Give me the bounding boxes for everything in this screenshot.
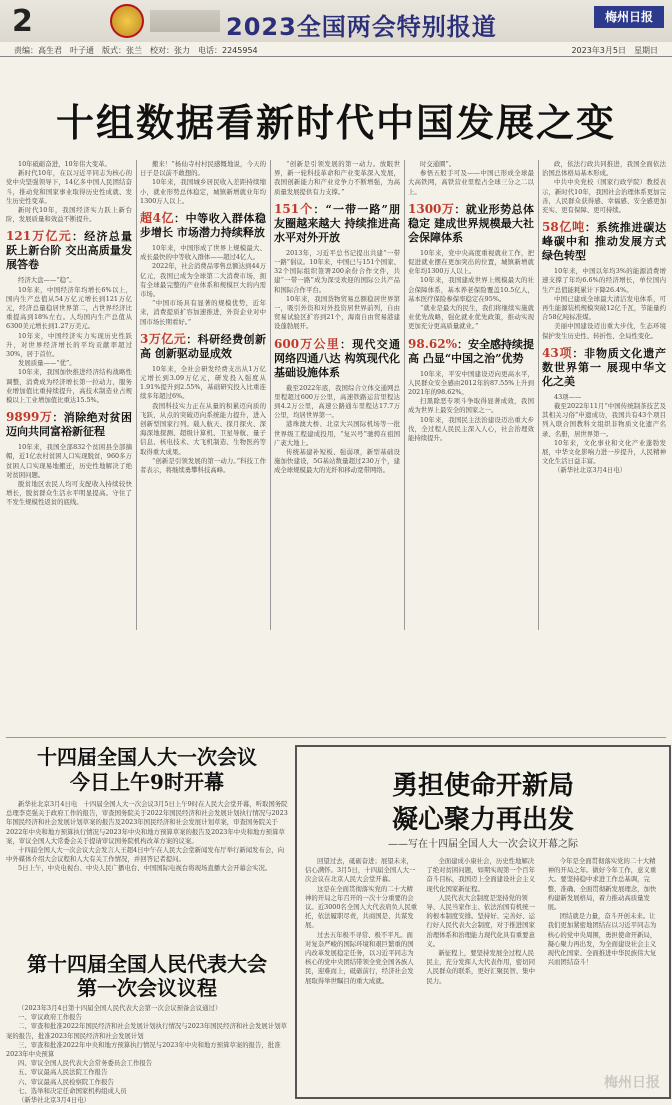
paragraph: 传统基建补短板、强弱项，新型基础设施加快建设，5G基站数量超过230万个，建成全球规模最大的光纤和移动宽带网络。 <box>274 448 400 475</box>
watermark: 梅州日报 <box>604 1075 660 1091</box>
paragraph: 10年来，我国民主法治建设迈出重大步伐，全过程人民民主深入人心，社会治理效能持续提升。 <box>408 415 534 443</box>
subheading-text: ：就业形势总体稳定 建成世界规模最大社会保障体系 <box>408 202 535 244</box>
subheading-text: ：经济总量跃上新台阶 交出高质量发展答卷 <box>6 230 132 272</box>
paragraph: 搬来！”杨仙寺村村民感慨地说，今天的日子是以前不敢想的。 <box>140 160 266 178</box>
paragraph: “中国市场具有显著的规模优势，近年来，消费提质扩容加速推进，外资企业对中国市场长期看好。” <box>140 299 266 326</box>
paragraph: 10年来，我国建成世界上规模最大的社会保障体系，基本养老保险覆盖10.5亿人，基本医疗保险参保率稳定在95%。 <box>408 276 534 303</box>
paragraph: 时交通圈”。 <box>420 160 456 168</box>
paragraph: 七、选举和决定任命国家机构组成人员 <box>18 1086 127 1095</box>
agenda-title-line2: 第一次会议议程 <box>77 976 217 1000</box>
subheading-number: 58亿吨 <box>542 220 585 235</box>
subheading <box>274 337 400 380</box>
paragraph: 新时代10年，在以习近平同志为核心的党中央坚强领导下，14亿多中国人民团结奋斗，推动党和国家事业取得历史性成就、发生历史性变革。 <box>6 169 132 205</box>
paragraph: 脱贫地区农民人均可支配收入持续较快增长，脱贫群众生活水平明显提高。守住了不发生规模性返贫的底线。 <box>6 480 132 507</box>
paragraph: 美丽中国建设迈出重大步伐，生态环境保护发生历史性、转折性、全局性变化。 <box>542 322 666 340</box>
subheading-number: 9899万 <box>6 410 53 425</box>
paragraph: 我国科技实力正在从量的积累迈向质的飞跃，从点的突破迈向系统能力提升，进入创新型国家行列。载人航天、探月探火、深海深地探测、超级计算机、卫星导航、量子信息、核电技术、大飞机制造、生物医药等取得重大成果。 <box>140 401 266 456</box>
paragraph: 发展质量——“优”。 <box>18 359 76 368</box>
paragraph: 10年来，中国以年均3%的能源消费增速支撑了年均6.6%的经济增长，单位国内生产总值能耗累计下降26.4%。 <box>542 267 666 294</box>
paragraph: 二、审查和批准2022年国民经济和社会发展计划执行情况与2023年国民经济和社会发展计划草案的报告，批准2023年国民经济和社会发展计划 <box>6 1022 287 1040</box>
subheading-number: 3万亿元 <box>140 331 187 346</box>
subheading-text: ：科研经费创新高 创新驱动显成效 <box>140 332 267 360</box>
paragraph: 这是在全面贯彻落实党的二十大精神的开局之年召开的一次十分重要的会议。近3000名全国人大代表肩负人民重托，依法履职尽责，共商国是、共谋发展。 <box>305 884 418 930</box>
subheading-number: 600万公里 <box>274 336 341 351</box>
subheading-text: ：非物质文化遗产数世界第一 展现中华文化之美 <box>542 346 667 388</box>
subheading-number: 1300万 <box>408 201 455 216</box>
paragraph: 回望过去，砥砺奋进；展望未来，信心满怀。3月5日，十四届全国人大一次会议在北京人民大会堂开幕。 <box>305 857 416 884</box>
paragraph: （新华社北京3月4日电） <box>18 1096 91 1105</box>
subheading <box>408 202 534 245</box>
paragraph: （2023年3月4日第十四届全国人民代表大会第一次会议预备会议通过） <box>18 1004 222 1012</box>
article-column-2 <box>140 160 266 630</box>
paragraph: 政，依法行政共同推进，我国全面依法治国总体格局基本形成。 <box>542 160 666 178</box>
meeting-opening-title-line1: 十四届全国人大一次会议 <box>37 745 257 769</box>
paragraph: “就业是最大的民生，我们将继续实施就业优先战略，强化就业优先政策，推动实现更加充分更高质量就业。” <box>408 304 534 331</box>
paragraph: 中国已建成全球最大清洁发电体系，可再生能源装机规模突破12亿千瓦，节能量约合58亿吨标准煤。 <box>542 294 666 322</box>
article-column-3 <box>274 160 400 630</box>
paragraph: 一、审议政府工作报告 <box>18 1013 82 1022</box>
commentary-box <box>295 745 671 1099</box>
paragraph: 五、审议最高人民法院工作报告 <box>18 1068 108 1077</box>
paragraph: 六、审议最高人民检察院工作报告 <box>18 1077 114 1086</box>
subheading-text: ：现代交通网络四通八达 构筑现代化基础设施体系 <box>274 337 400 379</box>
paragraph: 新征程上，要坚持发展全过程人民民主，充分发挥人大代表作用，密切同人民群众的联系，更好汇聚民智、集中民力。 <box>426 949 535 985</box>
paragraph: 新时代10年，我国经济实力跃上新台阶，发展质量和效益不断提升。 <box>6 206 132 224</box>
commentary-body <box>305 857 661 1089</box>
paragraph: 过去五年极不寻常、极不平凡。面对复杂严峻的国际环境和艰巨繁重的国内改革发展稳定任务，以习近平同志为核心的党中央团结带领全党全国各族人民，迎难而上，砥砺前行，经济社会发展取得举世瞩目的重大成就。 <box>305 930 414 985</box>
paragraph: 全面建成小康社会，历史性地解决了绝对贫困问题，如期实现第一个百年奋斗目标，我国迈上全面建设社会主义现代化国家新征程。 <box>426 857 535 893</box>
paragraph: 10年来，我国全部832个贫困县全部摘帽，近1亿农村贫困人口实现脱贫，960多万贫困人口实现易地搬迁，历史性地解决了绝对贫困问题。 <box>6 443 132 479</box>
agenda-title-line1: 第十四届全国人民代表大会 <box>27 952 267 976</box>
subheading-number: 43项 <box>542 345 573 360</box>
meeting-opening-text <box>6 800 288 945</box>
paragraph: 四、审议全国人民代表大会常务委员会工作报告 <box>18 1059 153 1068</box>
paragraph: “创新是引领发展的第一动力。”科技工作者表示，将继续勇攀科技高峰。 <box>140 456 266 475</box>
subheading <box>6 410 132 439</box>
subheading-text: ：“一带一路”朋友圈越来越大 持续推进高水平对外开放 <box>274 202 400 244</box>
subheading <box>274 202 400 245</box>
paragraph: （新华社北京3月4日电） <box>554 466 627 475</box>
agenda-text <box>6 1004 288 1105</box>
subheading <box>408 337 534 366</box>
main-headline: 十组数据看新时代中国发展之变 <box>55 100 616 145</box>
paragraph: 2022年，社会消费品零售总额达到44万亿元，我国已成为全球第二大消费市场，拥有全球最完整的产业体系和规模巨大的内需市场。 <box>140 262 266 299</box>
paragraph: 10年来，平安中国建设迈向更高水平，人民群众安全感由2012年的87.55%上升到2021年的98.62%。 <box>408 369 534 397</box>
paragraph: 10年来，我国城乡居民收入差距持续缩小，就业形势总体稳定，城镇新增就业年均1300万人以上。 <box>140 178 266 205</box>
commentary-subtitle: ——写在十四届全国人大一次会议开幕之际 <box>388 839 578 850</box>
paragraph: 三、审查和批准2022年中央和地方预算执行情况与2023年中央和地方预算草案的报告，批准2023年中央预算 <box>6 1040 281 1059</box>
paragraph: 10年砥砺奋进，10年伟大变革。 <box>18 160 111 168</box>
commentary-title-line2: 凝心聚力再出发 <box>391 805 574 835</box>
page-header <box>0 0 672 42</box>
paragraph: 10年来，我国加快推进经济结构战略性调整，消费成为经济增长第一拉动力，服务业增加值比重持续提升，高技术制造业占规模以上工业增加值比重达15.5%。 <box>6 368 132 405</box>
paragraph: 截至2022年底，我国综合立体交通网总里程超过600万公里，高速铁路运营里程达到4.2万公里，高速公路通车里程达17.7万公里，均居世界第一。 <box>274 383 400 420</box>
subheading <box>6 229 132 272</box>
paragraph: 10年来，我国货物贸易总额稳居世界第一，吸引外资和对外投资居世界前列，自由贸易试验区扩容到21个，海南自由贸易港建设蓬勃展开。 <box>274 294 400 331</box>
section-title: 2023全国两会特别报道 <box>226 13 497 41</box>
article-column-5 <box>542 160 666 630</box>
article-column-4 <box>408 160 534 630</box>
article-column-1 <box>6 160 132 630</box>
national-emblem-icon <box>110 4 144 38</box>
subheading-text: ：系统推进碳达峰碳中和 推动发展方式绿色转型 <box>542 221 667 263</box>
newspaper-logo: 梅州日报 <box>594 6 664 28</box>
paragraph: 人民代表大会制度是坚持党的领导、人民当家作主、依法治国有机统一的根本制度安排。坚持好、完善好、运行好人民代表大会制度，对于推进国家治理体系和治理能力现代化具有重要意义。 <box>426 893 535 948</box>
subheading-number: 98.62% <box>408 336 457 351</box>
great-hall-image <box>150 10 220 32</box>
paragraph: 经济大盘——“稳”。 <box>18 276 76 285</box>
paragraph: 2013年，习近平总书记提出共建“一带一路”倡议。10年来，中国已与151个国家、32个国际组织签署200余份合作文件，共建“一带一路”成为深受欢迎的国际公共产品和国际合作平台。 <box>274 248 400 294</box>
subheading-number: 151个 <box>274 201 314 216</box>
subheading-text: ：安全感持续提高 凸显“中国之治”优势 <box>408 337 534 365</box>
paragraph: 团结就是力量，奋斗开创未来。让我们更加紧密地团结在以习近平同志为核心的党中央周围，勇担使命开新局，凝心聚力再出发，为全面建设社会主义现代化国家、全面推进中华民族伟大复兴而团结奋斗！ <box>547 912 657 967</box>
paragraph: 截至2022年11月“中国传统制茶技艺及其相关习俗”申遗成功，我国共有43个项目列入联合国教科文组织非物质文化遗产名录、名册，居世界第一。 <box>542 402 666 438</box>
commentary-title-line1: 勇担使命开新局 <box>391 771 574 801</box>
paragraph: 今年是全面贯彻落实党的二十大精神的开局之年。做好今年工作，意义重大。要坚持稳中求进工作总基调，完整、准确、全面贯彻新发展理念，加快构建新发展格局，着力推动高质量发展。 <box>547 857 657 912</box>
paragraph: 10年来，全社会研发经费支出从1万亿元增长到3.09万亿元，研发投入强度从1.91%提升到2.55%，基础研究投入比重连续多年超过6%。 <box>140 364 266 401</box>
paragraph: 43项—— <box>554 392 582 401</box>
paragraph: 中共中央党校（国家行政学院）教授表示，新时代10年，我国社会治理体系更加完善，人民群众获得感、幸福感、安全感更加充实、更有保障、更可持续。 <box>542 178 666 215</box>
subheading-text: ：消除绝对贫困 迈向共同富裕新征程 <box>6 411 133 439</box>
page-number: 2 <box>12 4 33 39</box>
subheading-number: 超4亿 <box>140 211 175 226</box>
paragraph: 5日上午，中央电视台、中央人民广播电台、中国国际电视台将现场直播大会开幕会实况。 <box>18 864 272 873</box>
paragraph: 10年来，文化事业和文化产业蓬勃发展，中华文化影响力进一步提升，人民精神文化生活日益丰富。 <box>542 438 666 466</box>
paragraph: 港珠澳大桥、北京大兴国际机场等一批世界级工程建成投用，“复兴号”驰骋在祖国广袤大地上。 <box>274 420 400 447</box>
subheading <box>140 211 266 240</box>
subheading <box>140 332 266 361</box>
paragraph: 十四届全国人大一次会议大会发言人王超4日中午在人民大会堂新闻发布厅举行新闻发布会，向中外媒体介绍大会议程和人大有关工作情况，并回答记者提问。 <box>6 846 285 864</box>
subheading-number: 121万亿元 <box>6 229 73 244</box>
paragraph: “创新是引领发展的第一动力。放眼世界，新一轮科技革命和产业变革深入发展，我国创新能力和产业竞争力不断增强，为高质量发展提供有力支撑。” <box>274 160 400 196</box>
meeting-opening-title-line2: 今日上午9时开幕 <box>70 770 224 794</box>
subheading <box>542 220 666 263</box>
subheading <box>542 346 666 389</box>
paragraph: 10年来，中国经济年均增长6%以上，国内生产总值从54万亿元增长到121万亿元，经济总量稳居世界第二，占世界经济比重提高到18%左右。人均国内生产总值从6300美元增长到1.27万美元。 <box>6 285 132 331</box>
editor-line <box>0 44 672 57</box>
paragraph: 10年来，中国形成了世界上规模最大、成长最快的中等收入群体——超过4亿人。 <box>140 244 266 262</box>
paragraph: 扫黑除恶专项斗争取得显著成效，我国成为世界上最安全的国家之一。 <box>408 397 534 415</box>
subheading-text: ：中等收入群体稳步增长 市场潜力持续释放 <box>140 212 266 240</box>
paragraph: 新华社北京3月4日电 十四届全国人大一次会议3月5日上午9时在人民大会堂开幕，听取国务院总理李克强关于政府工作的报告，审查国务院关于2022年国民经济和社会发展计划执行情况与2023年国民经济和社会发展计划草案的报告及2023年国民经济和社会发展计划草案，审查国务院关于2022年中央和地方预算执行情况与2023年中央和地方预算草案的报告及2023年中央和地方预算草案，审议全国人大常委会关于提请审议国务院机构改革方案的议案。 <box>6 800 288 845</box>
issue-date: 2023年3月5日 星期日 <box>571 46 658 55</box>
editors-info: 责编：高生君 叶子通 版式：张兰 校对：张力 电话：2245954 <box>14 46 258 55</box>
paragraph: 参悟五般手可及——中国已形成全球最大高铁网，高铁营业里程占全球三分之二以上。 <box>408 169 534 196</box>
paragraph: 10年来，中国经济实力实现历史性跃升，对世界经济增长的平均贡献率超过30%，居于首位。 <box>6 331 132 359</box>
paragraph: 10年来，党中央高度重视就业工作，把促进就业摆在更加突出的位置，城镇新增就业年均1300万人以上。 <box>408 248 534 276</box>
